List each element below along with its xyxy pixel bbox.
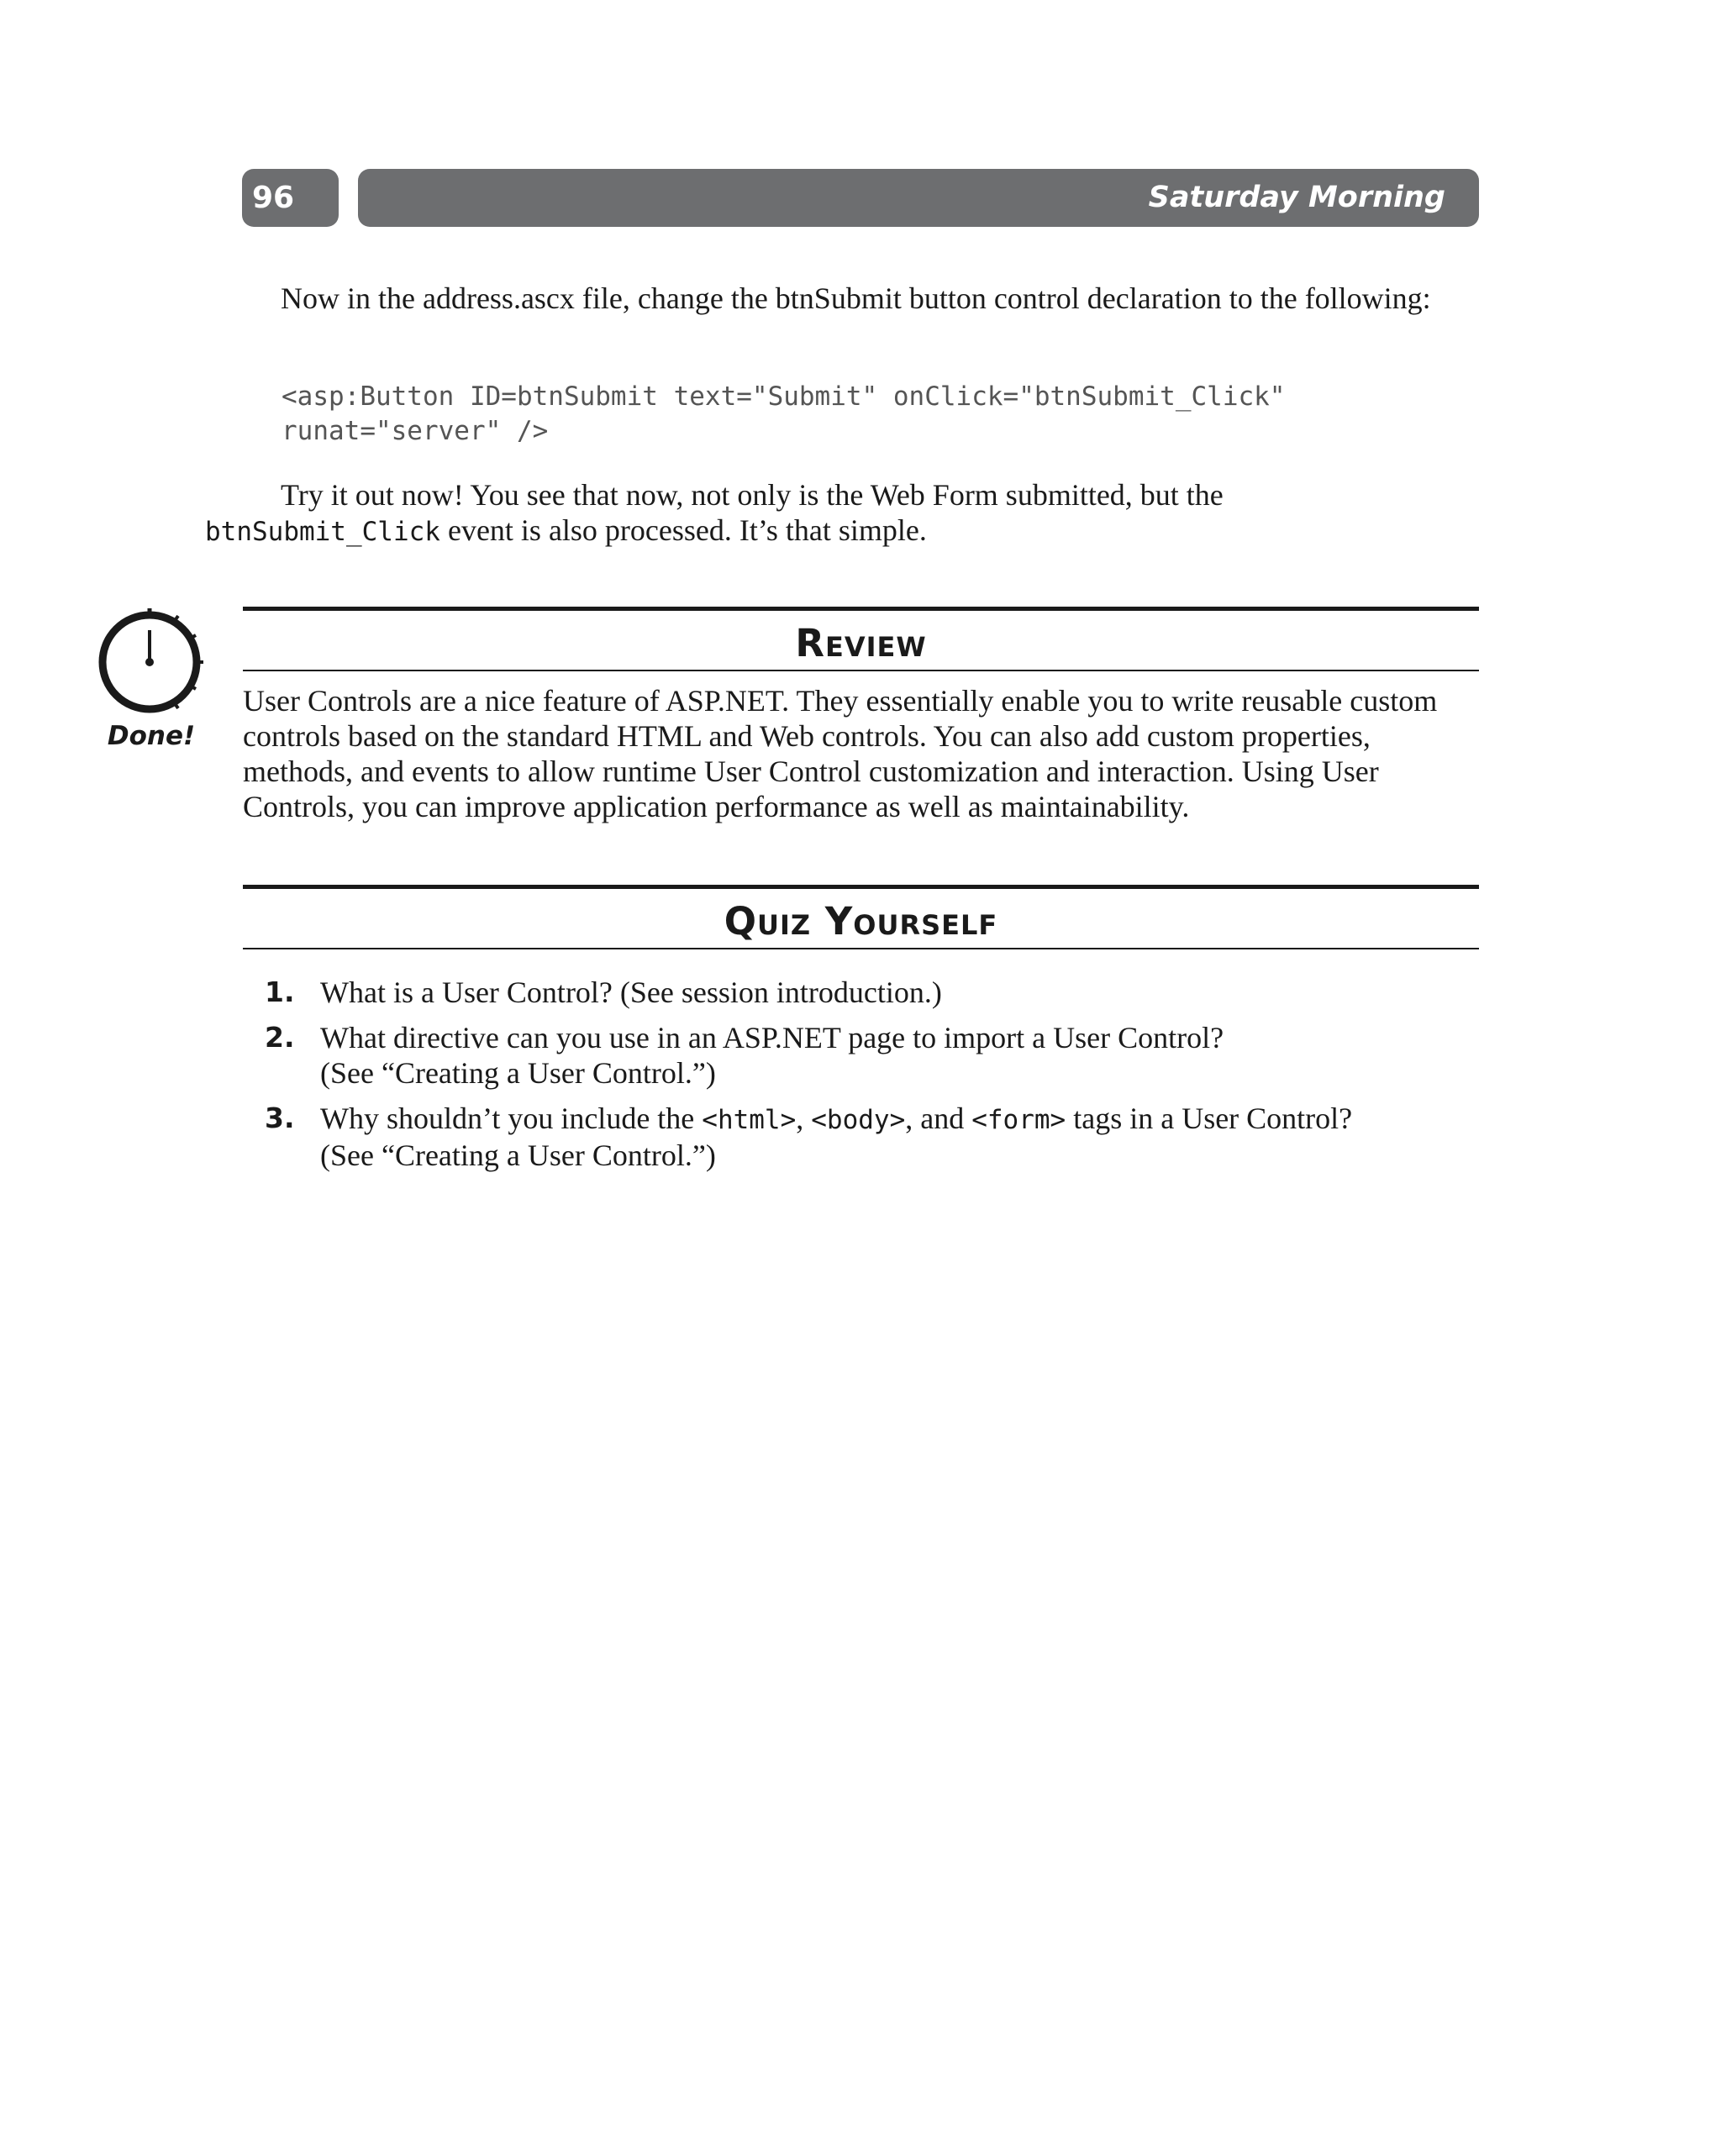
quiz-rule-bottom [243,948,1479,949]
quiz-list [243,975,1478,1183]
inline-code-form: <form> [971,1105,1066,1135]
page-number: 96 [242,169,339,227]
review-heading: Review [795,621,927,665]
quiz-number: 3. [265,1102,295,1134]
intro-paragraph: Now in the address.ascx file, change the btnSubmit button control declaration to the following: [281,281,1431,315]
code-line-2: runat="server" /> [282,416,549,446]
quiz-question-1 [243,975,1478,1010]
quiz-question-text: What directive can you use in an ASP.NET page to import a User Control? [320,1021,1224,1054]
quiz-question-text: Why shouldn’t you include the [320,1102,703,1135]
quiz-heading: Quiz Yourself [724,899,998,944]
quiz-number: 2. [265,1021,295,1054]
inline-code-body: <body> [811,1105,906,1135]
inline-code: btnSubmit_Click [205,517,440,547]
quiz-number: 1. [265,975,295,1008]
try-text-1: Try it out now! You see that now, not only is the Web Form submitted, but the [281,478,1224,512]
quiz-rule-top [243,885,1479,889]
quiz-question-reference: (See “Creating a User Control.”) [320,1138,716,1172]
review-rule-bottom [243,670,1479,671]
quiz-question-2 [243,1020,1478,1091]
quiz-question-text-end: tags in a User Control? [1066,1102,1353,1135]
quiz-question-text: What is a User Control? (See session introduction.) [320,975,942,1009]
running-header: Saturday Morning [358,169,1479,227]
inline-code-html: <html> [702,1105,797,1135]
quiz-question-3 [243,1101,1478,1173]
review-rule-top [243,607,1479,611]
clock-icon [94,605,205,716]
separator: , [796,1102,812,1135]
try-it-paragraph [205,477,1478,550]
try-text-2: event is also processed. It’s that simple. [439,513,927,547]
separator: , and [905,1102,972,1135]
quiz-question-reference: (See “Creating a User Control.”) [320,1056,716,1090]
code-line-1: <asp:Button ID=btnSubmit text="Submit" onClick="btnSubmit_Click" [282,381,1286,412]
review-body: User Controls are a nice feature of ASP.NET. They essentially enable you to write reusable custom controls based on the standard HTML and Web controls. You can also add custom properties, methods, and events to allow runtime User Control customization and interaction. Using User Controls, you can improve application performance as well as maintainability. [243,684,1438,823]
done-label: Done! [107,721,196,751]
